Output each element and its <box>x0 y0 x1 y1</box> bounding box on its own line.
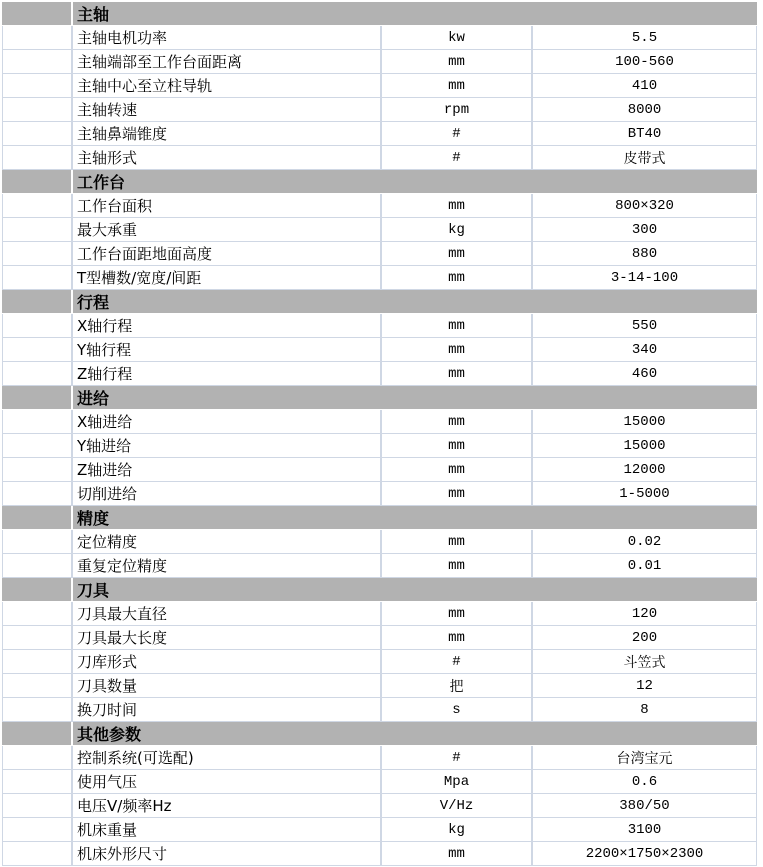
section-spacer-cell <box>2 386 73 409</box>
spec-value: 880 <box>533 242 757 265</box>
spec-unit: 把 <box>382 674 533 697</box>
spec-value: 410 <box>533 74 757 97</box>
spec-row <box>2 794 757 818</box>
spec-row <box>2 842 757 866</box>
spec-unit: # <box>382 122 533 145</box>
row-spacer-cell <box>2 218 73 241</box>
spec-value: 460 <box>533 362 757 385</box>
row-spacer-cell <box>2 746 73 769</box>
spec-label: 刀具最大直径 <box>73 602 382 625</box>
spec-row <box>2 458 757 482</box>
row-spacer-cell <box>2 434 73 457</box>
spec-value: 台湾宝元 <box>533 746 757 769</box>
spec-row <box>2 50 757 74</box>
row-spacer-cell <box>2 314 73 337</box>
spec-label: 最大承重 <box>73 218 382 241</box>
spec-unit: mm <box>382 266 533 289</box>
spec-unit: mm <box>382 50 533 73</box>
spec-unit: mm <box>382 482 533 505</box>
spec-row <box>2 746 757 770</box>
spec-unit: rpm <box>382 98 533 121</box>
spec-label: X轴行程 <box>73 314 382 337</box>
spec-value: 0.6 <box>533 770 757 793</box>
spec-unit: mm <box>382 530 533 553</box>
row-spacer-cell <box>2 26 73 49</box>
spec-value: 12 <box>533 674 757 697</box>
section-title: 进给 <box>77 389 110 408</box>
spec-value: 300 <box>533 218 757 241</box>
spec-value: 15000 <box>533 434 757 457</box>
spec-value: 800×320 <box>533 194 757 217</box>
spec-row <box>2 434 757 458</box>
spec-unit: kg <box>382 818 533 841</box>
spec-unit: # <box>382 746 533 769</box>
spec-row <box>2 266 757 290</box>
section-title: 其他参数 <box>77 725 142 744</box>
spec-row <box>2 98 757 122</box>
row-spacer-cell <box>2 818 73 841</box>
spec-label: 换刀时间 <box>73 698 382 721</box>
spec-row <box>2 530 757 554</box>
spec-unit: mm <box>382 362 533 385</box>
spec-label: Y轴行程 <box>73 338 382 361</box>
spec-value: 3-14-100 <box>533 266 757 289</box>
spec-value: 0.01 <box>533 554 757 577</box>
row-spacer-cell <box>2 458 73 481</box>
spec-label: 主轴中心至立柱导轨 <box>73 74 382 97</box>
row-spacer-cell <box>2 146 73 169</box>
row-spacer-cell <box>2 266 73 289</box>
section-spacer-cell <box>2 578 73 601</box>
spec-row <box>2 818 757 842</box>
spec-row <box>2 194 757 218</box>
row-spacer-cell <box>2 482 73 505</box>
spec-value: 2200×1750×2300 <box>533 842 757 865</box>
section-spacer-cell <box>2 2 73 25</box>
spec-label: 工作台面距地面高度 <box>73 242 382 265</box>
spec-unit: mm <box>382 434 533 457</box>
row-spacer-cell <box>2 122 73 145</box>
row-spacer-cell <box>2 74 73 97</box>
spec-unit: # <box>382 146 533 169</box>
spec-unit: Mpa <box>382 770 533 793</box>
spec-label: 主轴端部至工作台面距离 <box>73 50 382 73</box>
spec-unit: mm <box>382 242 533 265</box>
spec-value: 380/50 <box>533 794 757 817</box>
spec-label: 主轴电机功率 <box>73 26 382 49</box>
section-header-row <box>2 386 757 410</box>
section-title: 精度 <box>77 509 110 528</box>
spec-row <box>2 770 757 794</box>
spec-row <box>2 674 757 698</box>
spec-unit: kg <box>382 218 533 241</box>
spec-label: Y轴进给 <box>73 434 382 457</box>
spec-label: 刀具数量 <box>73 674 382 697</box>
row-spacer-cell <box>2 242 73 265</box>
section-header-row <box>2 506 757 530</box>
spec-row <box>2 410 757 434</box>
section-spacer-cell <box>2 722 73 745</box>
spec-value: 0.02 <box>533 530 757 553</box>
row-spacer-cell <box>2 530 73 553</box>
spec-row <box>2 122 757 146</box>
spec-unit: mm <box>382 602 533 625</box>
spec-label: 工作台面积 <box>73 194 382 217</box>
spec-unit: s <box>382 698 533 721</box>
spec-unit: mm <box>382 194 533 217</box>
row-spacer-cell <box>2 650 73 673</box>
spec-label: 机床外形尺寸 <box>73 842 382 865</box>
spec-label: 切削进给 <box>73 482 382 505</box>
spec-label: 刀具最大长度 <box>73 626 382 649</box>
spec-label: X轴进给 <box>73 410 382 433</box>
section-title: 刀具 <box>77 581 110 600</box>
spec-value: 8 <box>533 698 757 721</box>
spec-value: 12000 <box>533 458 757 481</box>
spec-label: 电压V/频率Hz <box>73 794 382 817</box>
spec-row <box>2 482 757 506</box>
spec-unit: # <box>382 650 533 673</box>
spec-label: 控制系统(可选配) <box>73 746 382 769</box>
spec-row <box>2 626 757 650</box>
spec-label: 主轴转速 <box>73 98 382 121</box>
spec-unit: mm <box>382 842 533 865</box>
section-title: 行程 <box>77 293 110 312</box>
spec-value: 550 <box>533 314 757 337</box>
spec-label: T型槽数/宽度/间距 <box>73 266 382 289</box>
section-title: 工作台 <box>77 173 126 192</box>
spec-label: 机床重量 <box>73 818 382 841</box>
spec-row <box>2 242 757 266</box>
spec-unit: mm <box>382 410 533 433</box>
spec-label: 主轴鼻端锥度 <box>73 122 382 145</box>
spec-unit: V/Hz <box>382 794 533 817</box>
spec-row <box>2 218 757 242</box>
spec-value: 斗笠式 <box>533 650 757 673</box>
spec-row <box>2 74 757 98</box>
spec-value: 340 <box>533 338 757 361</box>
section-spacer-cell <box>2 290 73 313</box>
spec-row <box>2 314 757 338</box>
row-spacer-cell <box>2 98 73 121</box>
spec-table <box>2 2 757 866</box>
row-spacer-cell <box>2 50 73 73</box>
spec-label: Z轴进给 <box>73 458 382 481</box>
row-spacer-cell <box>2 602 73 625</box>
spec-value: 8000 <box>533 98 757 121</box>
spec-unit: kw <box>382 26 533 49</box>
spec-value: BT40 <box>533 122 757 145</box>
section-title: 主轴 <box>77 5 110 24</box>
spec-value: 皮带式 <box>533 146 757 169</box>
spec-row <box>2 146 757 170</box>
spec-value: 120 <box>533 602 757 625</box>
section-header-row <box>2 578 757 602</box>
section-spacer-cell <box>2 506 73 529</box>
spec-row <box>2 650 757 674</box>
spec-unit: mm <box>382 458 533 481</box>
spec-label: 刀库形式 <box>73 650 382 673</box>
spec-value: 15000 <box>533 410 757 433</box>
row-spacer-cell <box>2 674 73 697</box>
spec-value: 5.5 <box>533 26 757 49</box>
spec-unit: mm <box>382 626 533 649</box>
row-spacer-cell <box>2 338 73 361</box>
spec-value: 200 <box>533 626 757 649</box>
spec-row <box>2 338 757 362</box>
spec-unit: mm <box>382 338 533 361</box>
spec-row <box>2 26 757 50</box>
section-header-row <box>2 290 757 314</box>
spec-label: Z轴行程 <box>73 362 382 385</box>
spec-label: 重复定位精度 <box>73 554 382 577</box>
spec-label: 主轴形式 <box>73 146 382 169</box>
row-spacer-cell <box>2 626 73 649</box>
row-spacer-cell <box>2 362 73 385</box>
row-spacer-cell <box>2 194 73 217</box>
spec-label: 使用气压 <box>73 770 382 793</box>
spec-label: 定位精度 <box>73 530 382 553</box>
spec-row <box>2 602 757 626</box>
spec-row <box>2 698 757 722</box>
spec-unit: mm <box>382 554 533 577</box>
row-spacer-cell <box>2 794 73 817</box>
spec-row <box>2 362 757 386</box>
spec-value: 3100 <box>533 818 757 841</box>
section-header-row <box>2 170 757 194</box>
row-spacer-cell <box>2 698 73 721</box>
spec-value: 100-560 <box>533 50 757 73</box>
spec-unit: mm <box>382 314 533 337</box>
spec-value: 1-5000 <box>533 482 757 505</box>
row-spacer-cell <box>2 770 73 793</box>
spec-unit: mm <box>382 74 533 97</box>
section-spacer-cell <box>2 170 73 193</box>
section-header-row <box>2 722 757 746</box>
row-spacer-cell <box>2 842 73 865</box>
row-spacer-cell <box>2 410 73 433</box>
spec-row <box>2 554 757 578</box>
row-spacer-cell <box>2 554 73 577</box>
section-header-row <box>2 2 757 26</box>
